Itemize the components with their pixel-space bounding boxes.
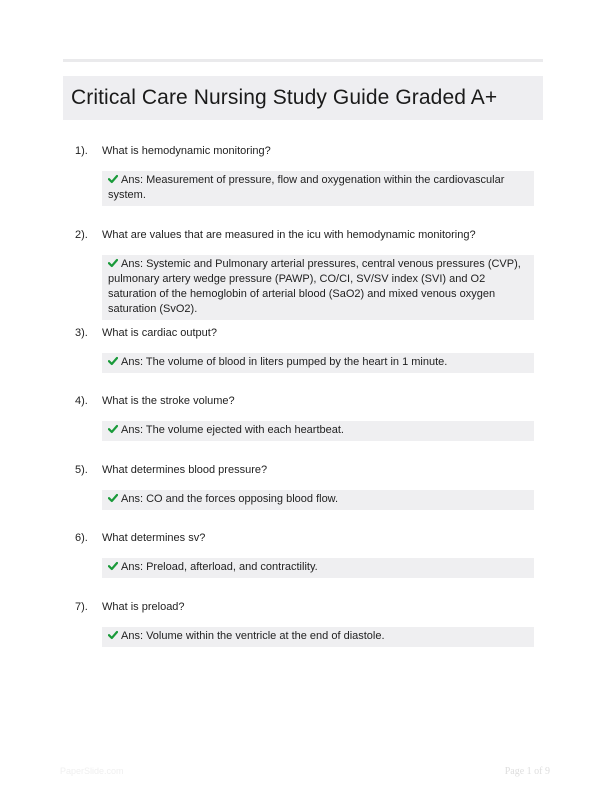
page-number: Page 1 of 9 <box>504 766 550 777</box>
check-icon <box>108 424 118 434</box>
question-text: What determines sv? <box>102 532 206 544</box>
top-divider <box>63 59 543 62</box>
question-text: What is hemodynamic monitoring? <box>102 145 271 157</box>
question-number: 1). <box>75 145 88 157</box>
qa-item <box>63 325 543 373</box>
qa-item <box>63 393 543 441</box>
check-icon <box>108 174 118 184</box>
answer-box <box>102 255 534 320</box>
answer-box <box>102 353 534 373</box>
question-text: What is cardiac output? <box>102 327 217 339</box>
check-icon <box>108 630 118 640</box>
answer-text: Ans: The volume of blood in liters pumped by the heart in 1 minute. <box>121 356 448 368</box>
answer-box <box>102 421 534 441</box>
qa-item <box>63 227 543 320</box>
answer-box <box>102 627 534 647</box>
question-number: 4). <box>75 395 88 407</box>
check-icon <box>108 493 118 503</box>
question-number: 2). <box>75 229 88 241</box>
check-icon <box>108 258 118 268</box>
question-number: 3). <box>75 327 88 339</box>
answer-box <box>102 490 534 510</box>
question-text: What are values that are measured in the icu with hemodynamic monitoring? <box>102 229 476 241</box>
answer-text: Ans: The volume ejected with each heartbeat. <box>121 424 344 436</box>
answer-box <box>102 558 534 578</box>
title-banner <box>63 76 543 120</box>
question-number: 6). <box>75 532 88 544</box>
answer-text: Ans: CO and the forces opposing blood flow. <box>121 493 339 505</box>
check-icon <box>108 356 118 366</box>
answer-box <box>102 171 534 206</box>
answer-text: Ans: Volume within the ventricle at the end of diastole. <box>121 630 385 642</box>
qa-item <box>63 462 543 510</box>
answer-text: Ans: Systemic and Pulmonary arterial pressures, central venous pressures (CVP), pulmonary artery wedge pressure (PAWP), CO/CI, SV/SV index (SVI) and O2 saturation of the hemoglobin of arterial blood (SaO2) and mixed venous oxygen saturation (SvO2). <box>108 258 521 315</box>
check-icon <box>108 561 118 571</box>
footer-watermark: PaperSlide.com <box>60 766 124 776</box>
document-title: Critical Care Nursing Study Guide Graded A+ <box>71 86 498 109</box>
qa-item <box>63 530 543 578</box>
answer-text: Ans: Measurement of pressure, flow and oxygenation within the cardiovascular system. <box>108 174 505 201</box>
answer-text: Ans: Preload, afterload, and contractility. <box>121 561 318 573</box>
qa-item <box>63 599 543 647</box>
question-number: 7). <box>75 601 88 613</box>
question-number: 5). <box>75 464 88 476</box>
question-text: What is preload? <box>102 601 185 613</box>
question-text: What is the stroke volume? <box>102 395 235 407</box>
qa-item <box>63 143 543 206</box>
question-text: What determines blood pressure? <box>102 464 268 476</box>
